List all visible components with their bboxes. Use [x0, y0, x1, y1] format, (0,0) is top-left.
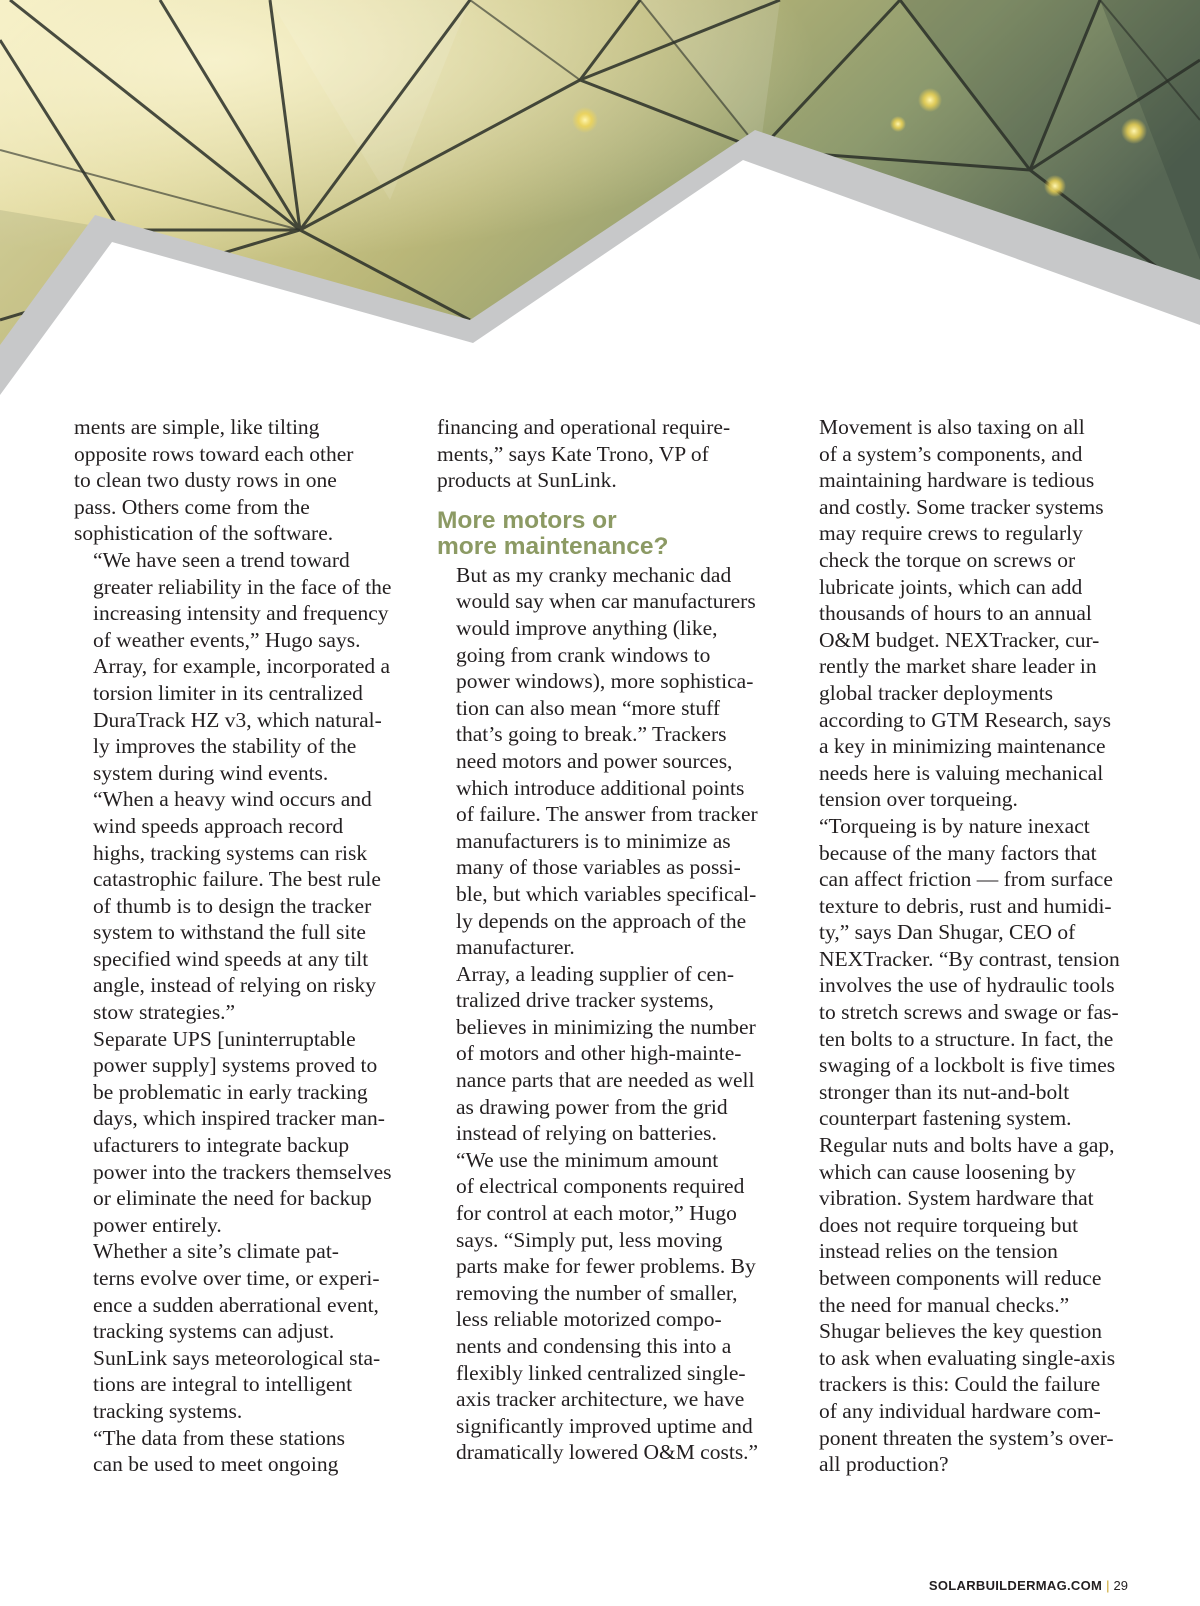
footer-site: SOLARBUILDERMAG.COM [928, 1578, 1103, 1593]
page-footer [929, 1578, 1128, 1593]
page-number: 29 [1113, 1578, 1128, 1593]
paragraph: “Torqueing is by nature inexact because of the many factors that can affect friction — from surface texture to debris, rust and humidi- ty,” says Dan Shugar, CEO of NEXTracker. “By contrast, tension involves the use of hydraulic tools to stretch screws and swage or fas- ten bolts to a structure. In fact, the swaging of a lockbolt is five times stronger than its nut-and-bolt counterpart fastening system. Regular nuts and bolts have a gap, which can cause loosening by vibration. System hardware that does not require torqueing but instead relies on the tension between components will reduce the need for manual checks.” [819, 813, 1120, 1317]
paragraph: “The data from these stations can be used to meet ongoing [93, 1425, 345, 1477]
paragraph: “When a heavy wind occurs and wind speeds approach record highs, tracking systems can risk catastrophic failure. The best rule of thumb is to design the tracker system to withstand the full site specified wind speeds at any tilt angle, instead of relying on risky stow strategies.” [93, 787, 381, 1025]
text-column-3 [800, 414, 1130, 1478]
paragraph: “We use the minimum amount of electrical components required for control at each motor,” Hugo says. “Simply put, less moving parts make for fewer problems. By removing the number of smaller, less reliable motorized compo- nents and condensing this into a flexibly linked centralized single- axis tracker architecture, we have significantly improved uptime and dramatically lowered O&M costs.” [456, 1147, 759, 1465]
paragraph: Separate UPS [uninterruptable power supply] systems proved to be problematic in early tracking days, which inspired tracker man- ufacturers to integrate backup power into the trackers themselves or eliminate the need for backup power entirely. [93, 1026, 392, 1237]
paragraph: But as my cranky mechanic dad would say when car manufacturers would improve anything (like, going from crank windows to power windows), more sophistica- tion can also mean “more stuff that’s going to break.” Trackers need motors and power sources, which introduce additional points of failure. The answer from tracker manufacturers is to minimize as many of those variables as possi- ble, but which variables specifical- ly depends on the approach of the manufacturer. [456, 562, 758, 960]
paragraph: “We have seen a trend toward greater reliability in the face of the increasing intensity and frequency of weather events,” Hugo says. Array, for example, incorporated a torsion limiter in its centralized DuraTrack HZ v3, which natural- ly improves the stability of the system during wind events. [93, 547, 392, 785]
paragraph: financing and operational require- ments,” says Kate Trono, VP of products at SunLink. [437, 415, 731, 493]
header-photo [0, 0, 1200, 400]
paragraph: Array, a leading supplier of cen- tralized drive tracker systems, believes in minimizing the number of motors and other high-mainte- nance parts that are needed as well as drawing power from the grid instead of relying on batteries. [456, 961, 756, 1146]
section-subhead: More motors or more maintenance? [437, 506, 669, 560]
text-column-2 [437, 414, 767, 1466]
footer-separator: | [1106, 1578, 1110, 1593]
paragraph: ments are simple, like tilting opposite rows toward each other to clean two dusty rows in one pass. Others come from the sophistication of the software. [74, 415, 354, 546]
paragraph: Shugar believes the key question to ask when evaluating single-axis trackers is this: Could the failure of any individual hardware com- ponent threaten the system’s over- all production? [819, 1319, 1116, 1477]
paragraph: Whether a site’s climate pat- terns evolve over time, or experi- ence a sudden aberrational event, tracking systems can adjust. SunLink says meteorological sta- tions are integral to intelligent tracking systems. [93, 1239, 381, 1423]
text-column-1 [74, 414, 404, 1478]
paragraph: Movement is also taxing on all of a system’s components, and maintaining hardware is tedious and costly. Some tracker systems may require crews to regularly check the torque on screws or lubricate joints, which can add thousands of hours to an annual O&M budget. NEXTracker, cur- rently the market share leader in global tracker deployments according to GTM Research, says a key in minimizing maintenance needs here is valuing mechanical tension over torqueing. [819, 415, 1111, 812]
